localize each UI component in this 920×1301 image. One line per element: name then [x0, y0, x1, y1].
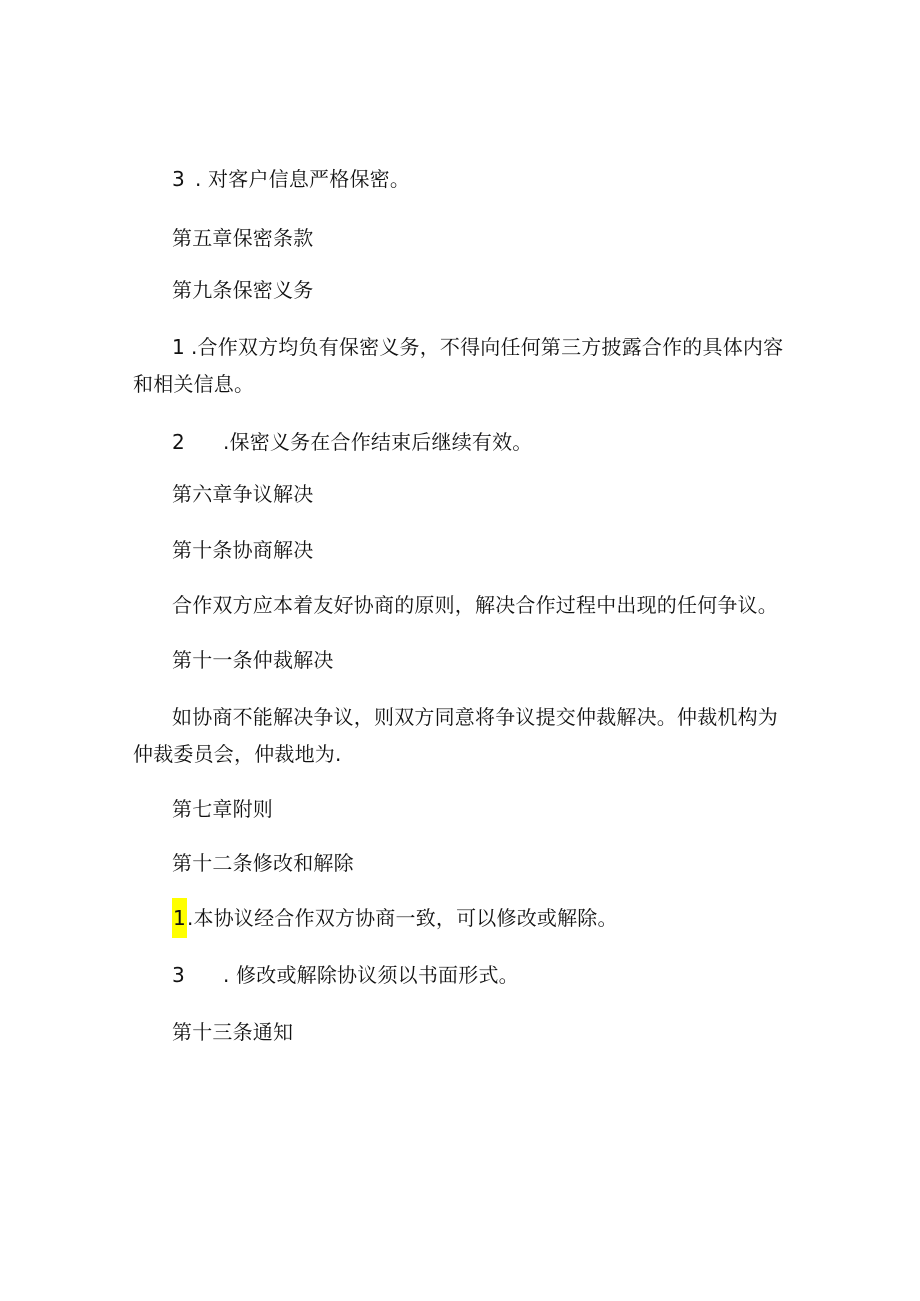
item-text: .合作双方均负有保密义务，不得向任何第三方披露合作的具体内容	[190, 335, 784, 359]
paragraph-continuation: 和相关信息。	[133, 372, 255, 396]
article-heading-13: 第十三条通知	[172, 1020, 294, 1044]
chapter-heading-7: 第七章附则	[172, 797, 273, 821]
article-heading-10: 第十条协商解决	[172, 538, 314, 562]
item-text: .本协议经合作双方协商一致，可以修改或解除。	[186, 906, 618, 930]
item-number: 2	[172, 430, 185, 454]
chapter-heading-5: 第五章保密条款	[172, 226, 314, 250]
item-number: 3	[172, 167, 185, 191]
list-item-3-written-form	[172, 963, 519, 987]
item-text: .保密义务在合作结束后继续有效。	[222, 430, 533, 454]
article-heading-11: 第十一条仲裁解决	[172, 648, 334, 672]
item-text: . 修改或解除协议须以书面形式。	[222, 963, 519, 987]
chapter-heading-6: 第六章争议解决	[172, 482, 314, 506]
list-item-1-amendment	[172, 906, 618, 930]
item-number: 1	[172, 335, 185, 359]
article-heading-9: 第九条保密义务	[172, 278, 314, 302]
paragraph-continuation: 仲裁委员会，仲裁地为.	[133, 742, 342, 766]
highlighted-item-number: 1	[172, 898, 187, 938]
paragraph-arbitration: 如协商不能解决争议，则双方同意将争议提交仲裁解决。仲裁机构为	[172, 705, 778, 729]
article-heading-12: 第十二条修改和解除	[172, 851, 354, 875]
item-text: . 对客户信息严格保密。	[194, 167, 411, 191]
list-item-1-obligation	[172, 335, 783, 359]
item-number: 3	[172, 963, 185, 987]
paragraph-negotiation: 合作双方应本着友好协商的原则，解决合作过程中出现的任何争议。	[172, 593, 778, 617]
list-item-3-confidential	[172, 167, 410, 191]
list-item-2-validity	[172, 430, 533, 454]
